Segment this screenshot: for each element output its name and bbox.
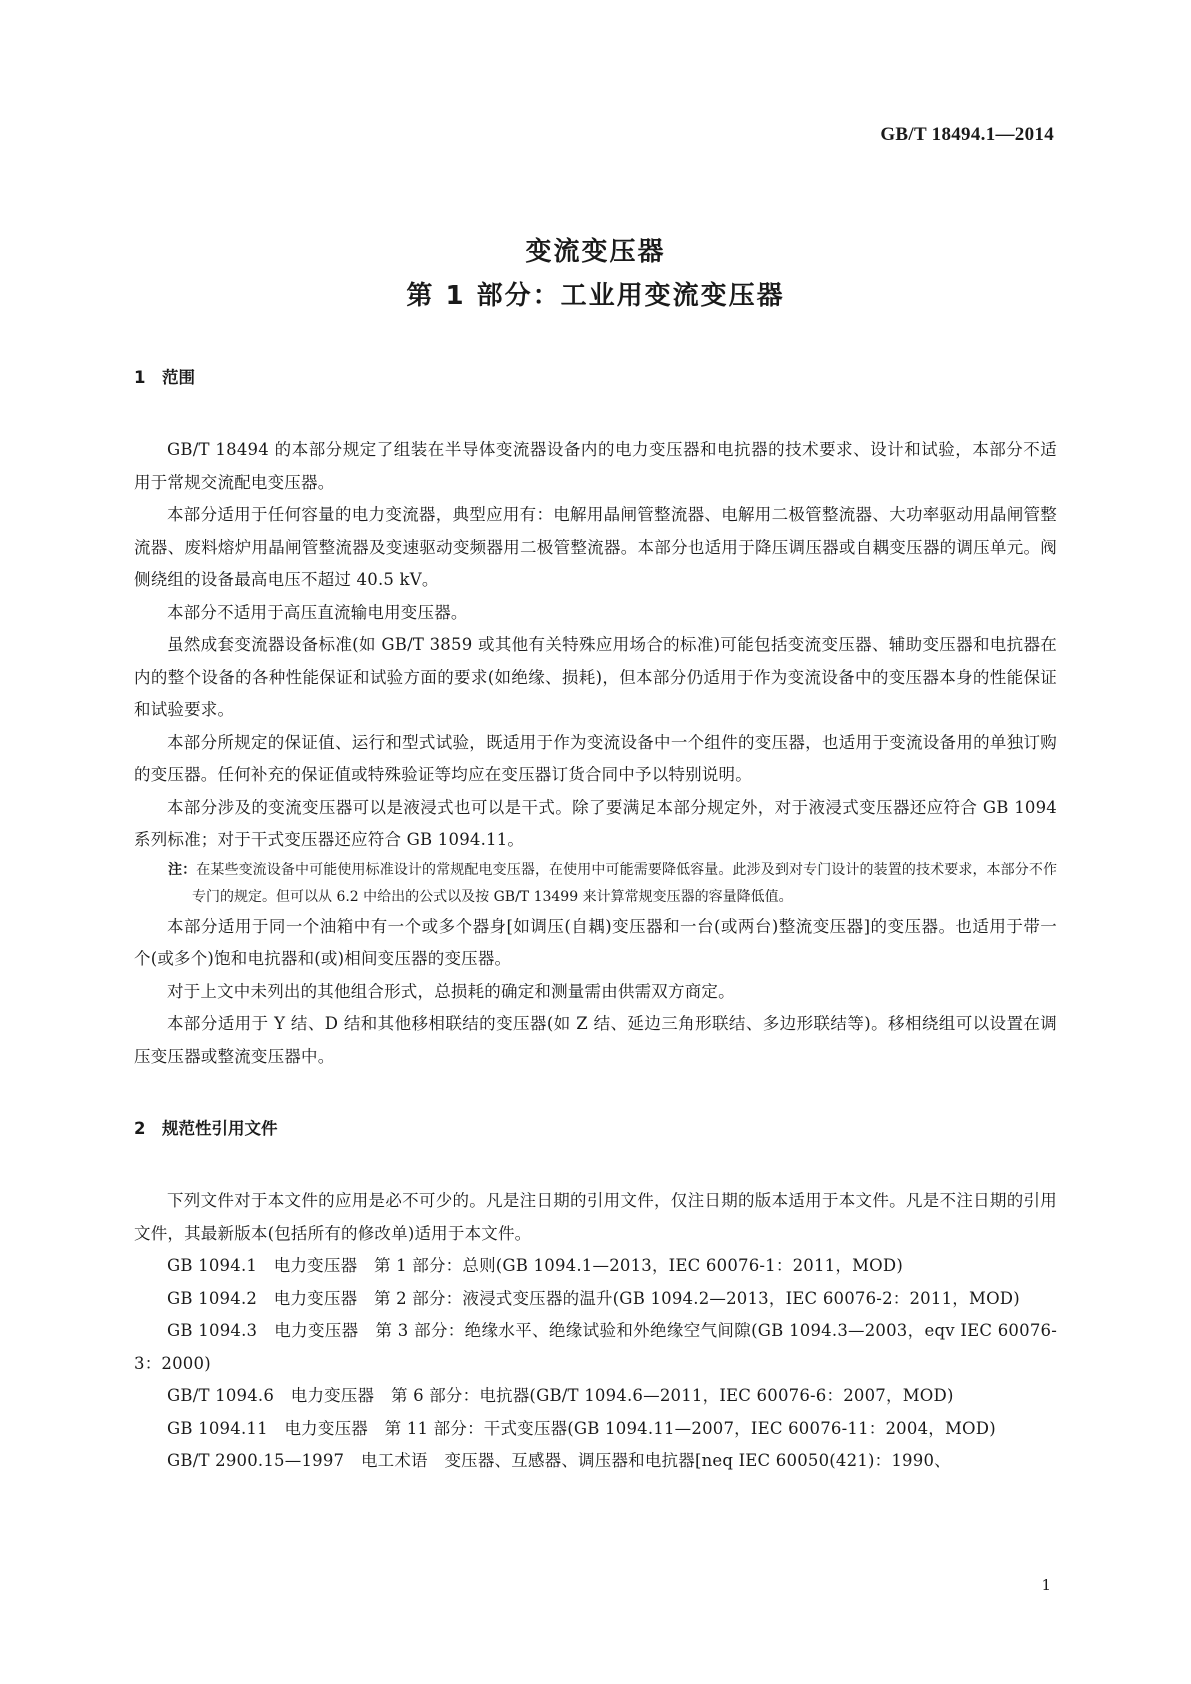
title-line-2: 第 1 部分：工业用变流变压器 <box>406 281 785 311</box>
reference-item: GB 1094.2 电力变压器 第 2 部分：液浸式变压器的温升(GB 1094.2—2013，IEC 60076-2：2011，MOD) <box>167 1288 1020 1308</box>
paragraph: GB/T 18494 的本部分规定了组装在半导体变流器设备内的电力变压器和电抗器的技术要求、设计和试验，本部分不适用于常规交流配电变压器。 <box>134 440 1057 492</box>
paragraph: 本部分所规定的保证值、运行和型式试验，既适用于作为变流设备中一个组件的变压器，也适用于变流设备用的单独订购的变压器。任何补充的保证值或特殊验证等均应在变压器订货合同中予以特别说明。 <box>134 732 1057 784</box>
reference-item: GB 1094.11 电力变压器 第 11 部分：干式变压器(GB 1094.11—2007，IEC 60076-11：2004，MOD) <box>167 1418 996 1438</box>
page-number: 1 <box>1041 1576 1051 1594</box>
section-1-number: 1 <box>134 368 146 387</box>
paragraph: 本部分适用于任何容量的电力变流器，典型应用有：电解用晶闸管整流器、电解用二极管整流器、大功率驱动用晶闸管整流器、废料熔炉用晶闸管整流器及变速驱动变频器用二极管整流器。本部分也适用于降压调压器或自耦变压器的调压单元。阀侧绕组的设备最高电压不超过 40.5 kV。 <box>134 505 1057 589</box>
section-2-title: 规范性引用文件 <box>162 1119 278 1138</box>
paragraph: 本部分适用于 Y 结、D 结和其他移相联结的变压器(如 Z 结、延边三角形联结、多边形联结等)。移相绕组可以设置在调压变压器或整流变压器中。 <box>134 1014 1057 1066</box>
document-title <box>0 230 1191 318</box>
section-2-intro: 下列文件对于本文件的应用是必不可少的。凡是注日期的引用文件，仅注日期的版本适用于本文件。凡是不注日期的引用文件，其最新版本(包括所有的修改单)适用于本文件。 <box>134 1191 1057 1243</box>
paragraph: 本部分适用于同一个油箱中有一个或多个器身[如调压(自耦)变压器和一台(或两台)整流变压器]的变压器。也适用于带一个(或多个)饱和电抗器和(或)相间变压器的变压器。 <box>134 916 1057 968</box>
paragraph: 对于上文中未列出的其他组合形式，总损耗的确定和测量需由供需双方商定。 <box>167 981 735 1001</box>
note <box>134 857 1057 911</box>
note-label: 注： <box>168 861 197 878</box>
document-body <box>134 366 1057 1478</box>
section-1-heading <box>134 366 1057 390</box>
paragraph: 虽然成套变流器设备标准(如 GB/T 3859 或其他有关特殊应用场合的标准)可能包括变流变压器、辅助变压器和电抗器在内的整个设备的各种性能保证和试验方面的要求(如绝缘、损耗)，但本部分仍适用于作为变流设备中的变压器本身的性能保证和试验要求。 <box>134 635 1057 719</box>
paragraph: 本部分不适用于高压直流输电用变压器。 <box>167 602 468 622</box>
section-2-number: 2 <box>134 1119 146 1138</box>
section-1-title: 范围 <box>162 368 195 387</box>
reference-item: GB/T 2900.15—1997 电工术语 变压器、互感器、调压器和电抗器[neq IEC 60050(421)：1990、 <box>167 1451 951 1470</box>
title-line-1: 变流变压器 <box>525 237 666 267</box>
reference-item: GB/T 1094.6 电力变压器 第 6 部分：电抗器(GB/T 1094.6—2011，IEC 60076-6：2007，MOD) <box>167 1386 954 1405</box>
reference-item: GB 1094.3 电力变压器 第 3 部分：绝缘水平、绝缘试验和外绝缘空气间隙(GB 1094.3—2003，eqv IEC 60076-3：2000) <box>134 1321 1057 1373</box>
note-text: 在某些变流设备中可能使用标准设计的常规配电变压器，在使用中可能需要降低容量。此涉及到对专门设计的装置的技术要求，本部分不作专门的规定。但可以从 6.2 中给出的公式以及按 GB/T 13499 来计算常规变压器的容量降低值。 <box>192 861 1058 905</box>
section-2-heading <box>134 1117 1057 1141</box>
paragraph: 本部分涉及的变流变压器可以是液浸式也可以是干式。除了要满足本部分规定外，对于液浸式变压器还应符合 GB 1094 系列标准；对于干式变压器还应符合 GB 1094.11。 <box>134 797 1057 849</box>
standard-number: GB/T 18494.1—2014 <box>880 124 1054 145</box>
reference-item: GB 1094.1 电力变压器 第 1 部分：总则(GB 1094.1—2013，IEC 60076-1：2011，MOD) <box>167 1256 903 1275</box>
